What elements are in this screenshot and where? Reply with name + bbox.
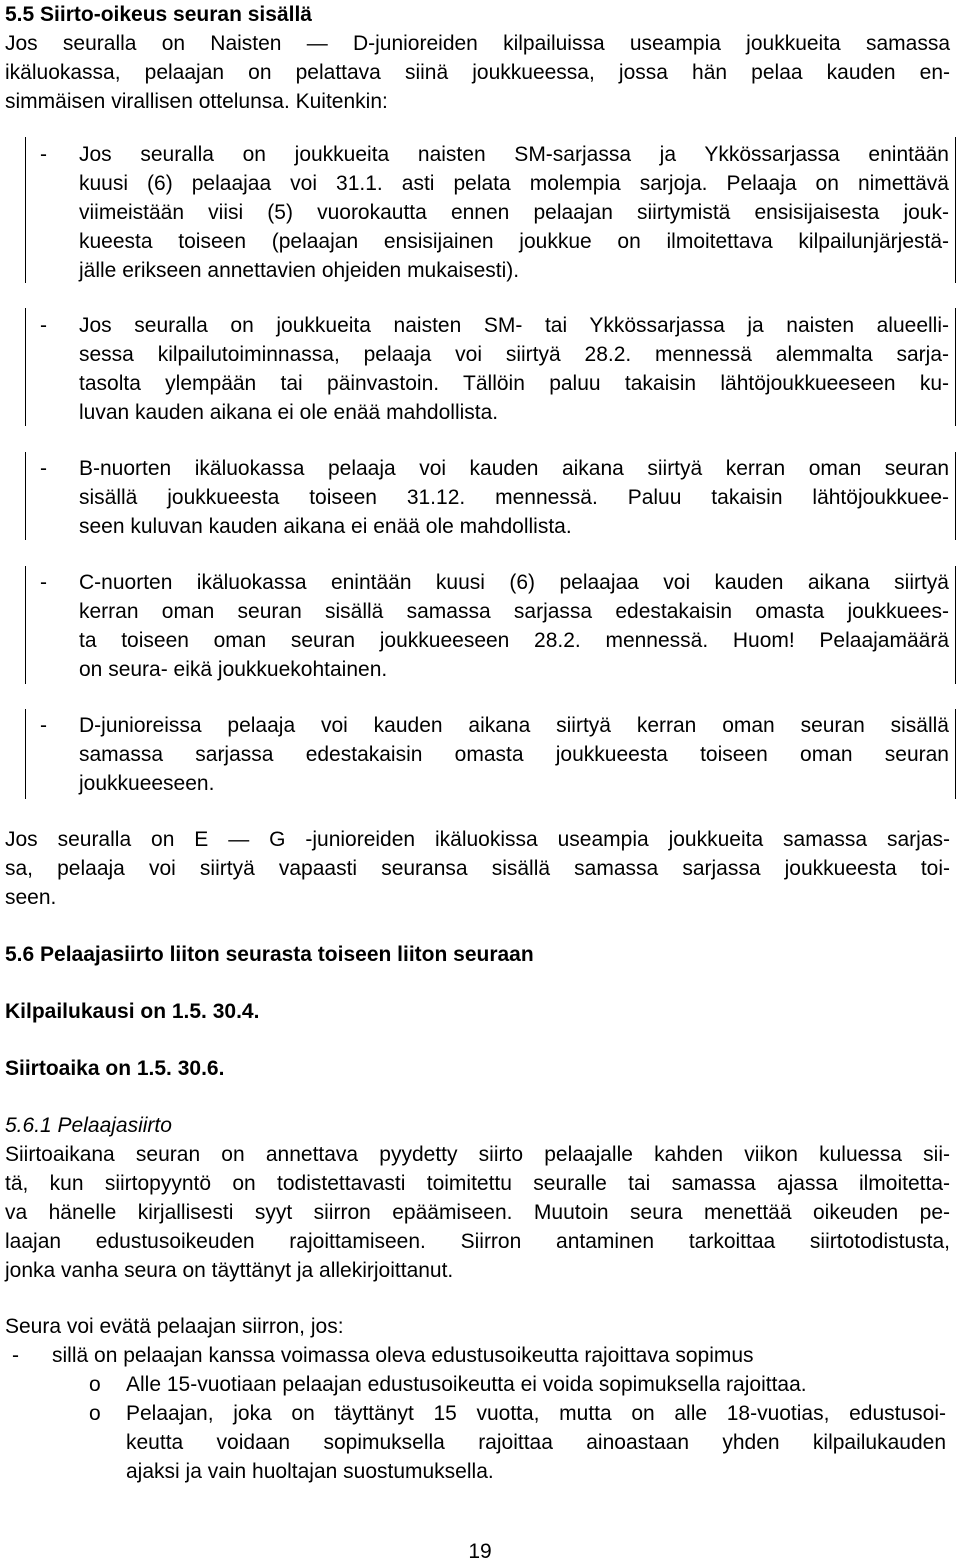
change-bar (25, 137, 26, 283)
change-bar (25, 709, 26, 799)
list-line: sessa kilpailutoiminnassa, pelaaja voi siirtyä 28.2. mennessä alemmalta sarja- (79, 343, 949, 366)
change-bar (955, 452, 956, 540)
list-line: joukkueeseen. (79, 772, 215, 795)
list-item-text (79, 140, 949, 285)
change-bar (955, 137, 956, 283)
paragraph-line: laajan edustusoikeuden rajoittamiseen. Siirron antaminen tarkoittaa siirtotodistusta, (5, 1230, 950, 1253)
list-line: kerran oman seuran sisällä samassa sarjassa edestakaisin omasta joukkuees- (79, 600, 949, 623)
list-line: Jos seuralla on joukkueita naisten SM- tai Ykkössarjassa ja naisten alueelli- (79, 314, 949, 337)
transfer-paragraph (5, 1140, 950, 1285)
list-dash: - (40, 143, 47, 166)
list-line: luvan kauden aikana ei ole enää mahdollista. (79, 401, 499, 424)
list-item (0, 454, 960, 538)
sub-list-line: ajaksi ja vain huoltajan suostumuksella. (126, 1460, 494, 1483)
list-dash: - (40, 714, 47, 737)
sub-heading-text: 5.6.1 Pelaajasiirto (5, 1114, 172, 1137)
list-line: kueesta toiseen (pelaajan ensisijainen joukkue on ilmoitettava kilpailunjärjestä- (79, 230, 949, 253)
paragraph-line: seen. (5, 886, 57, 909)
list-line: jälle erikseen annettavien ohjeiden mukaisesti). (79, 259, 520, 282)
sub-list-line: Pelaajan, joka on täyttänyt 15 vuotta, mutta on alle 18-vuotias, edustusoi- (126, 1402, 946, 1425)
list-dash: - (40, 571, 47, 594)
list-line: C-nuorten ikäluokassa enintään kuusi (6) pelaajaa voi kauden aikana siirtyä (79, 571, 949, 594)
sub-heading-5-6-1 (5, 1111, 950, 1140)
deny-list-item (0, 1341, 960, 1367)
list-item-text (79, 454, 949, 541)
list-line: sisällä joukkueesta toiseen 31.12. mennessä. Paluu takaisin lähtöjoukkuee- (79, 486, 949, 509)
section-heading-5-6 (5, 940, 950, 969)
paragraph-line: tä, kun siirtopyyntö on todistettavasti toimitettu seuralle tai samassa ajassa ilmoitetta- (5, 1172, 950, 1195)
deny-intro-text: Seura voi evätä pelaajan siirron, jos: (5, 1315, 344, 1338)
page-number: 19 (468, 1540, 492, 1563)
heading-text: 5.5 Siirto-oikeus seuran sisällä (5, 3, 312, 26)
list-line: on seura- eikä joukkuekohtainen. (79, 658, 388, 681)
sub-list-marker: o (89, 1402, 101, 1425)
list-dash: - (12, 1344, 19, 1367)
list-item (0, 311, 960, 424)
heading-text: 5.6 Pelaajasiirto liiton seurasta toiseen liiton seuraan (5, 943, 534, 966)
paragraph-line: simmäisen virallisen ottelunsa. Kuitenkin: (5, 90, 388, 113)
sub-list-text (126, 1399, 946, 1486)
change-bar (25, 308, 26, 426)
section-heading-5-5 (5, 0, 950, 29)
list-line: seen kuluvan kauden aikana ei enää ole mahdollista. (79, 515, 572, 538)
intro-paragraph (5, 29, 950, 116)
sub-list-line: Alle 15-vuotiaan pelaajan edustusoikeutta ei voida sopimuksella rajoittaa. (126, 1373, 807, 1396)
list-item (0, 568, 960, 681)
paragraph-line: va hänelle kirjallisesti syyt siirron epäämiseen. Muutoin seura menettää oikeuden pe- (5, 1201, 950, 1224)
list-line: viimeistään viisi (5) vuorokautta ennen pelaajan siirtymistä ensisijaisesta jouk- (79, 201, 949, 224)
deny-intro (5, 1312, 950, 1341)
paragraph-line: Jos seuralla on E — G -junioreiden ikäluokissa useampia joukkueita samassa sarjas- (5, 828, 950, 851)
paragraph-line: sa, pelaaja voi siirtyä vapaasti seuransa sisällä samassa sarjassa joukkueesta toi- (5, 857, 950, 880)
paragraph-line: jonka vanha seura on täyttänyt ja allekirjoittanut. (5, 1259, 454, 1282)
change-bar (955, 566, 956, 684)
list-line: B-nuorten ikäluokassa pelaaja voi kauden aikana siirtyä kerran oman seuran (79, 457, 949, 480)
list-line: Jos seuralla on joukkueita naisten SM-sarjassa ja Ykkössarjassa enintään (79, 143, 949, 166)
list-item-text (79, 568, 949, 684)
paragraph-line: Siirtoaikana seuran on annettava pyydetty siirto pelaajalle kahden viikon kuluessa sii- (5, 1143, 950, 1166)
list-line: D-junioreissa pelaaja voi kauden aikana siirtyä kerran oman seuran sisällä (79, 714, 949, 737)
season-text: Kilpailukausi on 1.5. 30.4. (5, 1000, 260, 1023)
transfer-period-text: Siirtoaika on 1.5. 30.6. (5, 1057, 225, 1080)
sub-list-marker: o (89, 1373, 101, 1396)
sub-list-line: keutta voidaan sopimuksella rajoittaa ainoastaan yhden kilpailukauden (126, 1431, 946, 1454)
outro-paragraph (5, 825, 950, 912)
list-item-text (79, 711, 949, 798)
list-item (0, 140, 960, 282)
list-item (0, 711, 960, 795)
list-dash: - (40, 457, 47, 480)
sub-list-text (126, 1370, 946, 1399)
season-line (5, 997, 950, 1026)
list-line: ta toiseen oman seuran joukkueeseen 28.2. mennessä. Huom! Pelaajamäärä (79, 629, 949, 652)
paragraph-line: Jos seuralla on Naisten — D-junioreiden kilpailuissa useampia joukkueita samassa (5, 32, 950, 55)
paragraph-line: ikäluokassa, pelaajan on pelattava siinä joukkueessa, jossa hän pelaa kauden en- (5, 61, 950, 84)
list-item-text (79, 311, 949, 427)
change-bar (25, 452, 26, 540)
change-bar (955, 308, 956, 426)
list-line: samassa sarjassa edestakaisin omasta joukkueesta toiseen oman seuran (79, 743, 949, 766)
list-line: kuusi (6) pelaajaa voi 31.1. asti pelata molempia sarjoja. Pelaaja on nimettävä (79, 172, 949, 195)
change-bar (955, 709, 956, 799)
deny-item-text: sillä on pelaajan kanssa voimassa oleva edustusoikeutta rajoittava sopimus (52, 1344, 754, 1367)
transfer-period-line (5, 1054, 950, 1083)
list-dash: - (40, 314, 47, 337)
list-line: tasolta ylempään tai päinvastoin. Tällöin paluu takaisin lähtöjoukkueeseen ku- (79, 372, 949, 395)
change-bar (25, 566, 26, 684)
